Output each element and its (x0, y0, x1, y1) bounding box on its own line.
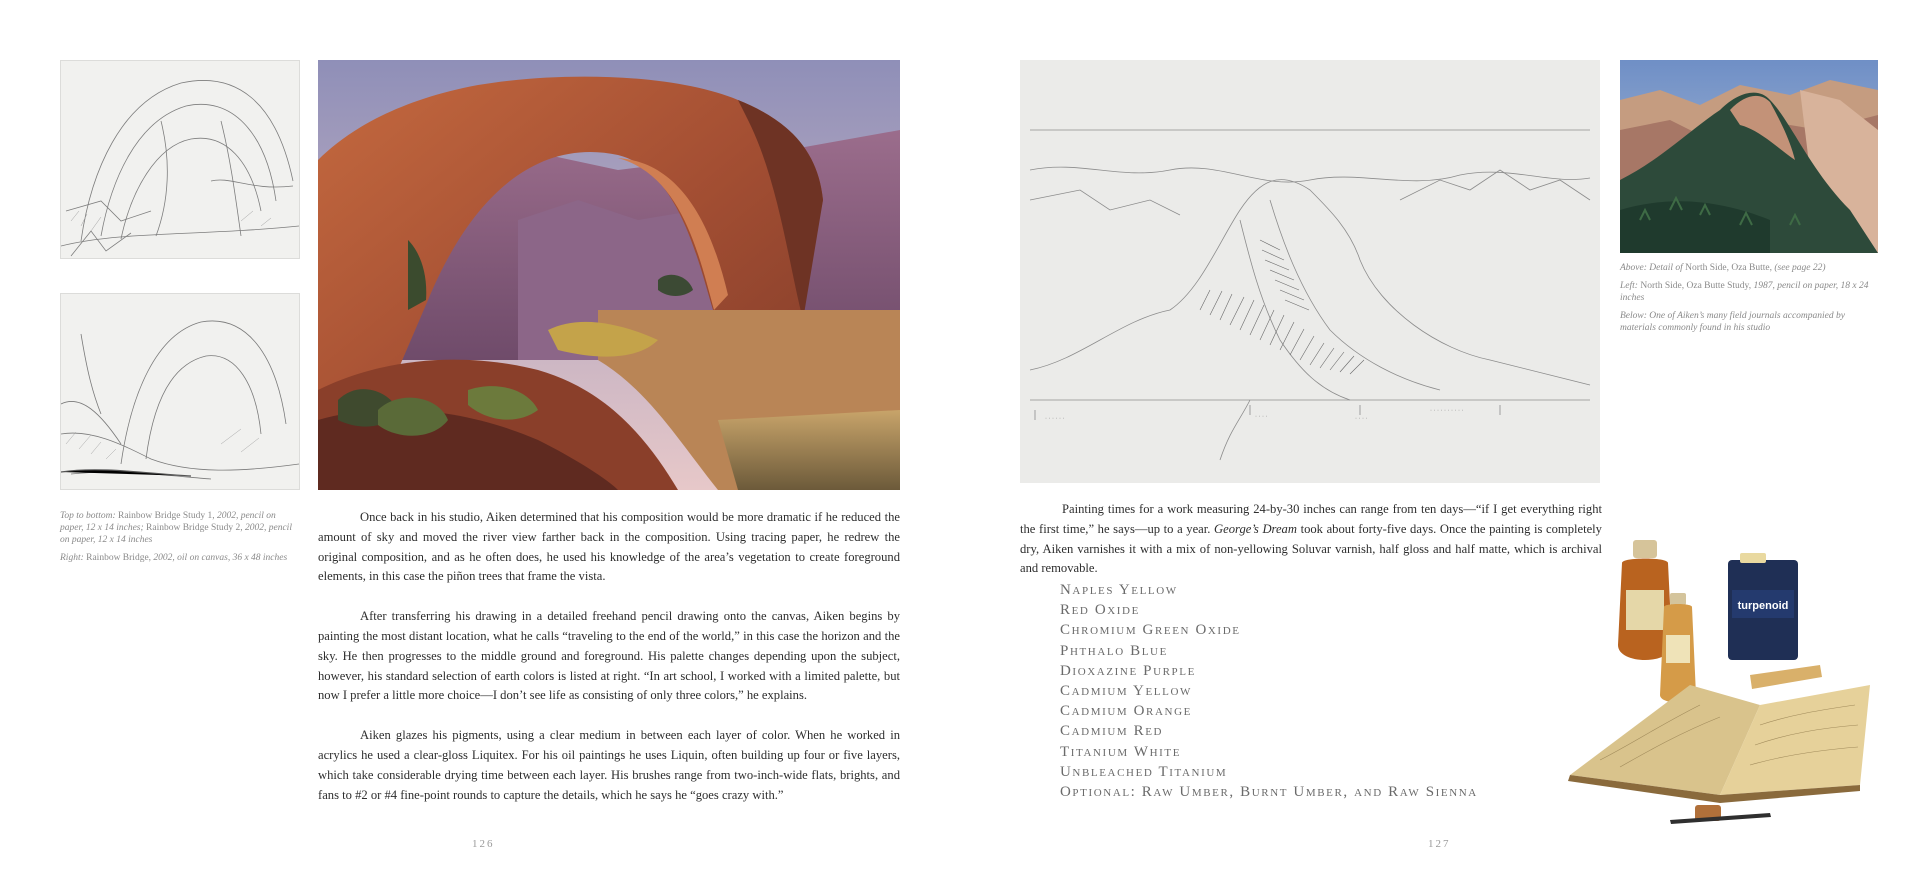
palette-item: Phthalo Blue (1060, 642, 1168, 659)
paragraph (1020, 500, 1602, 579)
svg-text:· · · ·: · · · · (1255, 414, 1268, 420)
caption-study1-size: 12 x 14 inches; (85, 523, 144, 533)
left-page-body (318, 508, 900, 825)
paragraph: Once back in his studio, Aiken determined that his composition would be more dramatic if he reduced the amount of sky and moved the river view farther back in the composition. Using tracing paper, he redrew the original composition, and as he often does, he used his knowledge of the area’s vegetation to create foreground elements, in this case the piñon trees that frame the vista. (318, 510, 900, 584)
caption-above-lead: Above: (1620, 263, 1647, 273)
rainbow-bridge-study-2-image (60, 293, 300, 490)
caption-study1-title: Rainbow Bridge Study 1, (117, 511, 215, 521)
caption-right-title: Rainbow Bridge, (86, 553, 152, 563)
oza-butte-detail-painting (1620, 60, 1878, 253)
caption-study2-size: 12 x 14 inches (97, 535, 153, 545)
caption-left-meta: pencil on paper, 18 x 24 inches (1620, 281, 1869, 303)
palette-item: Cadmium Orange (1060, 703, 1192, 720)
caption-above-title: North Side, Oza Butte, (1685, 263, 1772, 273)
caption-below-text: One of Aiken’s many field journals accompanied by materials commonly found in his studio (1620, 311, 1845, 333)
page-number-right: 127 (1428, 838, 1451, 850)
left-page-caption (60, 510, 300, 570)
palette-item: Titanium White (1060, 743, 1182, 760)
field-journal-still-life (1560, 535, 1880, 825)
paint-tube-icon (1750, 665, 1822, 689)
palette-item: Optional: Raw Umber, Burnt Umber, and Raw Sienna (1060, 784, 1478, 801)
caption-above-detail: Detail of (1649, 263, 1683, 273)
palette-item: Dioxazine Purple (1060, 662, 1196, 679)
palette-item: Unbleached Titanium (1060, 763, 1228, 780)
svg-text:· · · ·: · · · · (1355, 416, 1368, 422)
caption-right-meta: 2002, oil on canvas, 36 x 48 inches (153, 553, 288, 563)
paragraph-part1: Painting times for a work measuring 24-by-30 inches can range from ten days—“if I get everything right the first time,” he says—up to a year. (1020, 502, 1602, 536)
paragraph: After transferring his drawing in a detailed freehand pencil drawing onto the canvas, Aiken begins by painting the most distant location, what he calls “traveling to the end of the world,” in this case the horizon and the sky. He then progresses to the middle ground and foreground. His palette changes depending upon the subject, however, his standard selection of earth colors is listed at right. “In art school, I worked with a limited palette, but now I prefer a little more choice—I don’t see life as consisting of only three colors,” he explains. (318, 609, 900, 703)
palette-item: Chromium Green Oxide (1060, 622, 1241, 639)
caption-study2-title: Rainbow Bridge Study 2, (146, 523, 243, 533)
paragraph-part2: took about forty-five days. Once the painting is completely dry, Aiken varnishes it with a mix of non-yellowing Soluvar varnish, half gloss and half matte, which is archival and removable. (1020, 521, 1602, 576)
right-page-caption (1620, 262, 1875, 340)
oza-butte-study-image (1020, 60, 1600, 483)
caption-left-title: North Side, Oza Butte Study, (1640, 281, 1752, 291)
caption-left-lead: Left: (1620, 281, 1638, 291)
caption-study1-meta: 2002, pencil on paper, (60, 511, 276, 533)
page-number-left: 126 (472, 838, 495, 850)
caption-lead: Top to bottom: (60, 511, 116, 521)
palette-item: Cadmium Yellow (1060, 683, 1192, 700)
caption-study2-meta: 2002, pencil on paper, (60, 523, 292, 545)
turpenoid-label: turpenoid (1737, 600, 1789, 612)
palette-item: Naples Yellow (1060, 582, 1178, 598)
rainbow-bridge-study-1-image (60, 60, 300, 259)
paragraph: Aiken glazes his pigments, using a clear medium in between each layer of color. When he worked in acrylics he used a clear-gloss Liquitex. For his oil paintings he uses Liquin, often building up four or five layers, which take considerable drying time between each layer. His brushes range from two-inch-wide flats, brights, and fans to #2 or #4 fine-point rounds to capture the details, which he says he “goes crazy with.” (318, 728, 900, 802)
palette-list (1060, 580, 1540, 802)
bottle-cap-icon (1633, 540, 1657, 558)
caption-below-lead: Below: (1620, 311, 1647, 321)
svg-text:· · · · · · · · · ·: · · · · · · · · · · (1430, 408, 1464, 414)
svg-text:· · · · · ·: · · · · · · (1045, 416, 1065, 422)
caption-left-year: 1987, (1753, 281, 1775, 291)
caption-above-ref: (see page 22) (1774, 263, 1826, 273)
paragraph-title: George’s Dream (1214, 521, 1297, 536)
palette-item: Cadmium Red (1060, 723, 1164, 740)
rainbow-bridge-painting (318, 60, 900, 490)
palette-item: Red Oxide (1060, 602, 1140, 619)
caption-right-lead: Right: (60, 553, 84, 563)
